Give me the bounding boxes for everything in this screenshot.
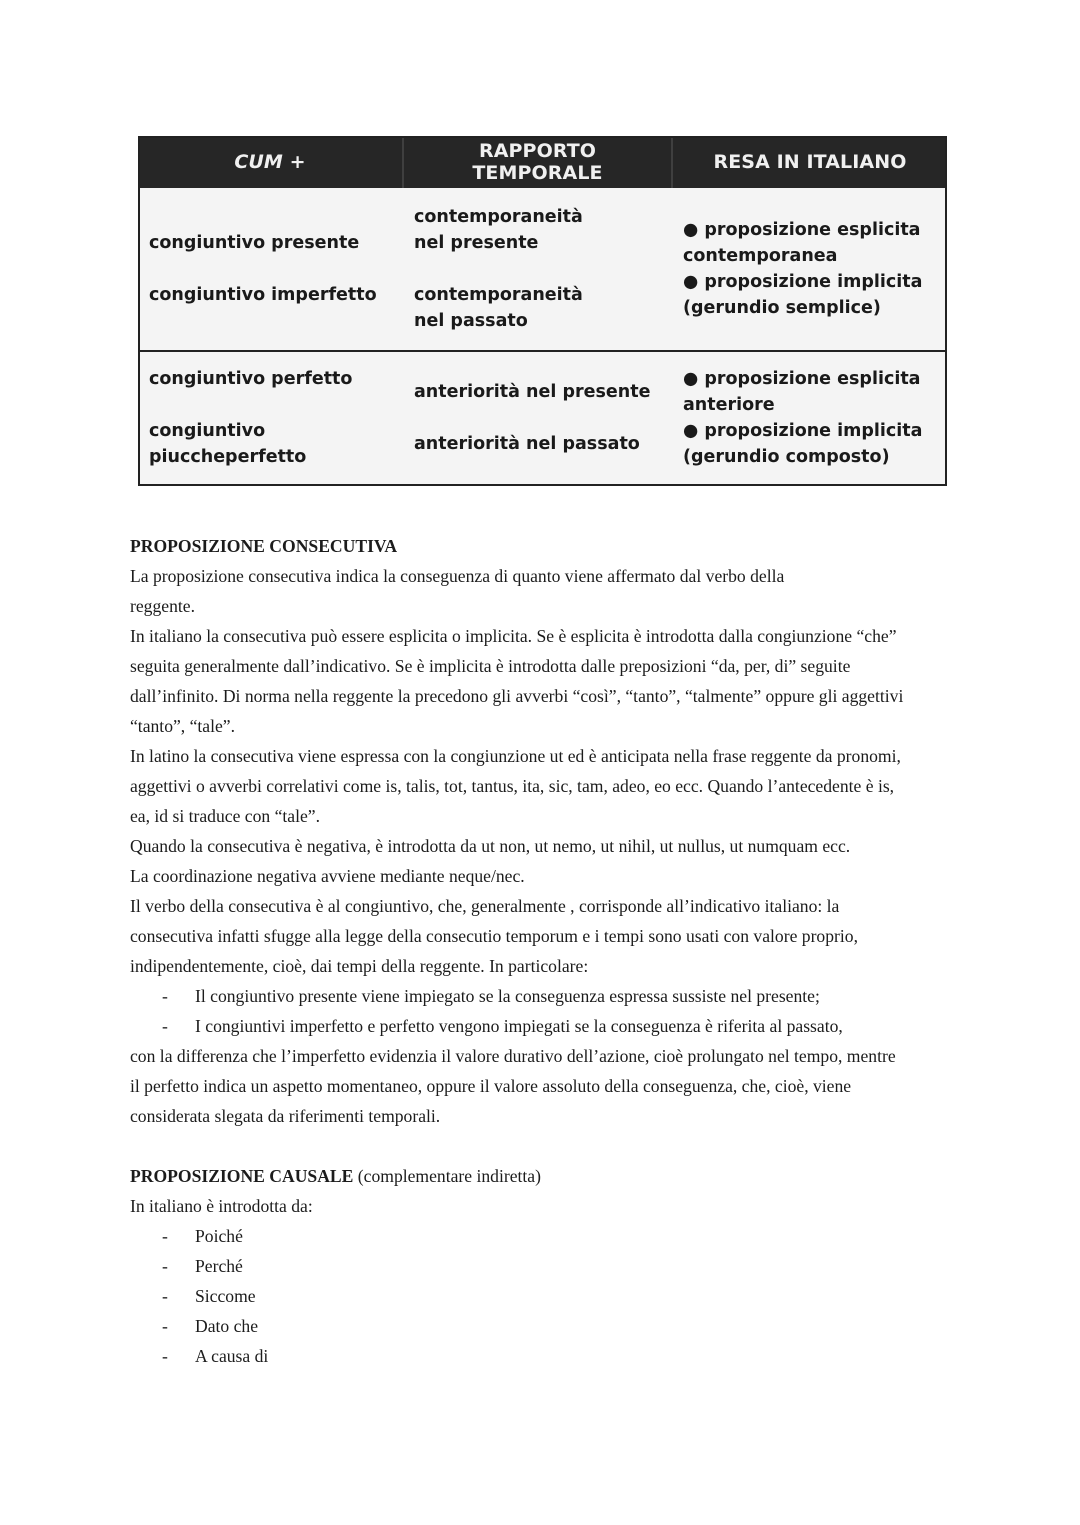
cum-table-wrapper <box>138 136 947 486</box>
header-resa-italiano: RESA IN ITALIANO <box>672 136 947 188</box>
rapporto-text: contemporaneità nel presente <box>414 207 583 253</box>
text-line: seguita generalmente dall’indicativo. Se è implicita è introdotta dalle preposizioni “da, per, di” seguite <box>130 656 851 676</box>
list-item <box>130 1311 960 1341</box>
resa-cell <box>672 351 947 484</box>
text-line: reggente. <box>130 596 195 616</box>
section-title-consecutiva: PROPOSIZIONE CONSECUTIVA <box>130 536 398 556</box>
text-line: In latino la consecutiva viene espressa con la congiunzione ut ed è anticipata nella frase reggente da pronomi, <box>130 746 901 766</box>
text-line: considerata slegata da riferimenti temporali. <box>130 1106 441 1126</box>
list-item-text: Perché <box>195 1256 243 1276</box>
table-header-row <box>138 136 947 188</box>
rapporto-cell <box>403 351 672 484</box>
header-rapporto-temporale: RAPPORTO TEMPORALE <box>403 136 672 188</box>
list-item-text: Poiché <box>195 1226 243 1246</box>
rapporto-cell <box>403 188 672 351</box>
header-cum: CUM + <box>138 136 403 188</box>
resa-text: ● proposizione implicita (gerundio semplice) <box>683 272 923 318</box>
rapporto-text: contemporaneità nel passato <box>414 285 583 331</box>
bullet-dash: - <box>162 986 168 1006</box>
cum-table <box>138 136 947 484</box>
bullet-dash: - <box>162 1316 168 1336</box>
causale-list <box>130 1221 960 1371</box>
section-title-causale-line <box>130 1161 960 1191</box>
list-item <box>130 1221 960 1251</box>
bullet-dash: - <box>162 1346 168 1366</box>
list-item-text: Siccome <box>195 1286 256 1306</box>
rapporto-text: anteriorità nel presente <box>414 382 651 402</box>
rapporto-text: anteriorità nel passato <box>414 434 640 454</box>
body-text <box>130 531 960 1371</box>
list-item <box>130 981 960 1011</box>
mood-cell <box>138 351 403 484</box>
resa-cell <box>672 188 947 351</box>
section-title-causale: PROPOSIZIONE CAUSALE <box>130 1166 354 1186</box>
bullet-dash: - <box>162 1256 168 1276</box>
consecutiva-paragraph-end <box>130 1041 960 1131</box>
text-line: “tanto”, “tale”. <box>130 716 236 736</box>
bullet-dash: - <box>162 1226 168 1246</box>
text-line: aggettivi o avverbi correlativi come is, talis, tot, tantus, ita, sic, tam, adeo, eo ecc. Quando l’antecedente è is, <box>130 776 895 796</box>
text-line: ea, id si traduce con “tale”. <box>130 806 321 826</box>
text-line: La coordinazione negativa avviene mediante neque/nec. <box>130 866 525 886</box>
text-line: In italiano la consecutiva può essere esplicita o implicita. Se è esplicita è introdotta dalla congiunzione “che” <box>130 626 897 646</box>
text-line: dall’infinito. Di norma nella reggente la precedono gli avverbi “così”, “tanto”, “talmente” oppure gli aggettivi <box>130 686 904 706</box>
text-line: Quando la consecutiva è negativa, è introdotta da ut non, ut nemo, ut nihil, ut nullus, ut numquam ecc. <box>130 836 851 856</box>
list-item-text: Il congiuntivo presente viene impiegato se la conseguenza espressa sussiste nel presente; <box>195 986 820 1006</box>
list-item <box>130 1341 960 1371</box>
text-line: con la differenza che l’imperfetto evidenzia il valore durativo dell’azione, cioè prolungato nel tempo, mentre <box>130 1046 896 1066</box>
text-line: indipendentemente, cioè, dai tempi della reggente. In particolare: <box>130 956 589 976</box>
consecutiva-paragraph <box>130 561 960 981</box>
mood-text: congiuntivo piuccheperfetto <box>149 421 307 467</box>
list-item <box>130 1251 960 1281</box>
text-line: consecutiva infatti sfugge alla legge della consecutio temporum e i tempi sono usati con valore proprio, <box>130 926 858 946</box>
causale-intro: In italiano è introdotta da: <box>130 1196 313 1216</box>
table-row <box>138 351 947 484</box>
mood-text: congiuntivo presente <box>149 233 360 253</box>
text-line: Il verbo della consecutiva è al congiuntivo, che, generalmente , corrisponde all’indicativo italiano: la <box>130 896 840 916</box>
resa-text: ● proposizione esplicita anteriore <box>683 369 921 415</box>
text-line: il perfetto indica un aspetto momentaneo, oppure il valore assoluto della conseguenza, che, cioè, viene <box>130 1076 852 1096</box>
resa-text: ● proposizione esplicita contemporanea <box>683 220 921 266</box>
list-item-text: Dato che <box>195 1316 259 1336</box>
mood-text: congiuntivo perfetto <box>149 369 353 389</box>
list-item-text: A causa di <box>195 1346 269 1366</box>
list-item <box>130 1281 960 1311</box>
section-subtitle-causale: (complementare indiretta) <box>353 1166 541 1186</box>
resa-text: ● proposizione implicita (gerundio composto) <box>683 421 923 467</box>
mood-cell <box>138 188 403 351</box>
mood-text: congiuntivo imperfetto <box>149 285 377 305</box>
list-item <box>130 1011 960 1041</box>
bullet-dash: - <box>162 1286 168 1306</box>
bullet-dash: - <box>162 1016 168 1036</box>
list-item-text: I congiuntivi imperfetto e perfetto vengono impiegati se la conseguenza è riferita al passato, <box>195 1016 843 1036</box>
text-line: La proposizione consecutiva indica la conseguenza di quanto viene affermato dal verbo della <box>130 566 785 586</box>
table-row <box>138 188 947 351</box>
